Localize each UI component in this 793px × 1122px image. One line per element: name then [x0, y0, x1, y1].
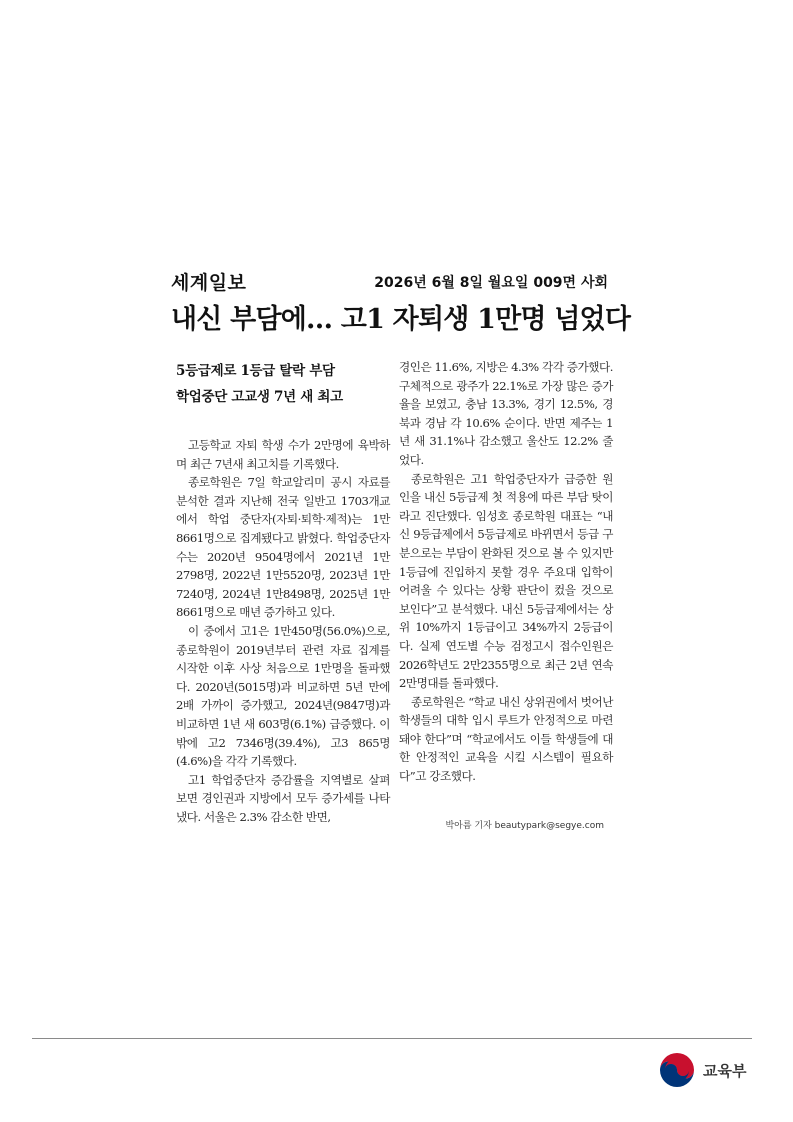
masthead — [171, 268, 608, 296]
article-paragraph: 고1 학업중단자 증감률을 지역별로 살펴보면 경인권과 지방에서 모두 증가세를 나타냈다. 서울은 2.3% 감소한 반면, — [176, 772, 390, 824]
ministry-name: 교육부 — [703, 1062, 747, 1080]
subheadline-line: 5등급제로 1등급 탈락 부담 — [176, 363, 335, 379]
footer-divider — [32, 1038, 752, 1039]
article-paragraph: 종로학원은 “학교 내신 상위권에서 벗어난 학생들의 대학 입시 루트가 안정적으로 마련돼야 한다”며 “학교에서도 이들 학생들에 대한 안정적인 교육을 시킬 시스템이 필요하다”고 강조했다. — [399, 694, 613, 784]
reporter-byline: 박아름 기자 beautypark@segye.com — [445, 821, 604, 831]
article-column-right — [399, 358, 613, 786]
article-column-left — [176, 436, 390, 826]
taegeuk-emblem-icon — [657, 1050, 697, 1090]
subheadline-line: 학업중단 고교생 7년 새 최고 — [176, 389, 343, 405]
article-paragraph: 이 중에서 고1은 1만450명(56.0%)으로, 종로학원이 2019년부터 관련 자료 집계를 시작한 이후 사상 처음으로 1만명을 돌파했다. 2020년(5015명)과 비교하면 5년 만에 2배 가까이 증가했고, 2024년(9847명)과 비교하면 1년 새 603명(6.1%) 급증했다. 이밖에 고2 7346명(39.4%), 고3 865명(4.6%)을 각각 기록했다. — [176, 623, 390, 769]
issue-date-page-section: 2026년 6월 8일 월요일 009면 사회 — [374, 275, 608, 291]
article-subheadline — [176, 358, 376, 410]
article-paragraph: 고등학교 자퇴 학생 수가 2만명에 육박하며 최근 7년새 최고치를 기록했다. — [176, 438, 390, 471]
article-paragraph: 종로학원은 7일 학교알리미 공시 자료를 분석한 결과 지난해 전국 일반고 1703개교에서 학업 중단자(자퇴·퇴학·제적)는 1만8661명으로 집계됐다고 밝혔다. 학업중단자 수는 2020년 9504명에서 2021년 1만2798명, 2022년 1만5520명, 2023년 1만7240명, 2024년 1만8498명, 2025년 1만8661명으로 매년 증가하고 있다. — [176, 475, 390, 620]
newspaper-name: 세계일보 — [171, 272, 247, 294]
article-paragraph: 종로학원은 고1 학업중단자가 급증한 원인을 내신 5등급제 첫 적용에 따른 부담 탓이라고 진단했다. 임성호 종로학원 대표는 “내신 9등급제에서 5등급제로 바뀌면서 등급 구분으로는 부담이 완화된 것으로 볼 수 있지만 1등급에 진입하지 못할 경우 주요대 입학이 어려울 수 있다는 상황 판단이 컸을 것으로 보인다”고 분석했다. 내신 5등급제에서는 상위 10%까지 1등급이고 34%까지 2등급이다. 실제 연도별 수능 검정고시 접수인원은 2026학년도 2만2355명으로 최근 2년 연속 2만명대를 돌파했다. — [399, 471, 613, 691]
article-headline: 내신 부담에… 고1 자퇴생 1만명 넘었다 — [171, 304, 631, 335]
article-paragraph: 경인은 11.6%, 지방은 4.3% 각각 증가했다. 구체적으로 광주가 22.1%로 가장 많은 증가율을 보였고, 충남 13.3%, 경기 12.5%, 경북과 경남 각 10.6% 순이다. 반면 제주는 1년 새 31.1%나 감소했고 울산도 12.2% 줄었다. — [399, 360, 613, 467]
